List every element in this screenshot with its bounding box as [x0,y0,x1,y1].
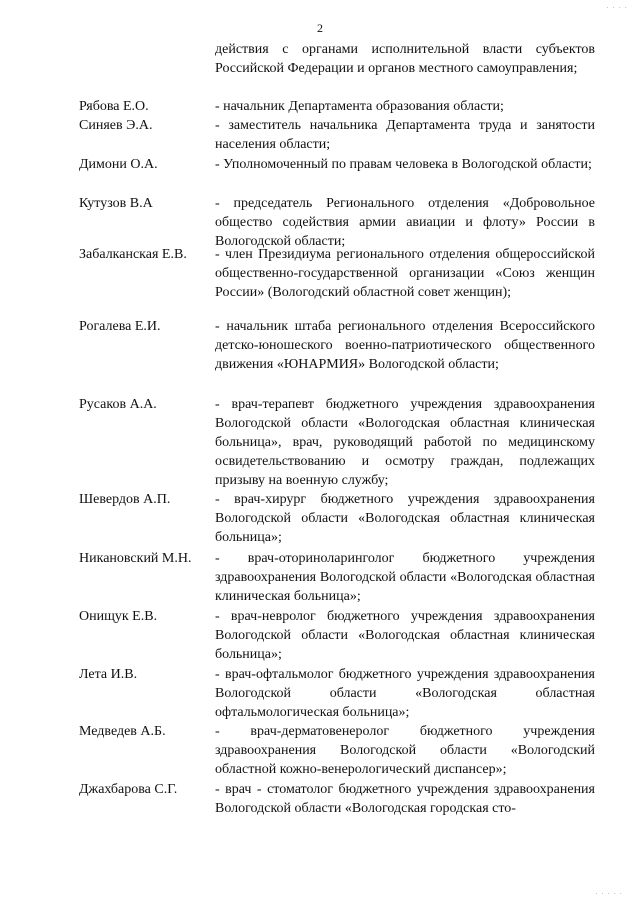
member-role: - начальник штаба регионального отделения Всероссийского детско-юношеского военно-патриотического общественного движения «ЮНАРМИЯ» Вологодской области; [215,319,595,372]
member-role: - член Президиума регионального отделения общероссийской общественно-государственной организации «Союз женщин России» (Вологодский областной совет женщин); [215,247,595,300]
continuation-text: действия с органами исполнительной власти субъектов Российской Федерации и органов местного самоуправления; [215,42,595,76]
member-name: Рябова Е.О. [79,99,149,114]
member-name: Забалканская Е.В. [79,247,187,262]
member-role: - председатель Регионального отделения «Добровольное общество содействия армии авиации и флоту» России в Вологодской области; [215,196,595,249]
member-name: Медведев А.Б. [79,724,166,739]
member-name: Русаков А.А. [79,397,157,412]
scan-mark-bottom: · · · · · [595,890,623,898]
member-name: Димони О.А. [79,157,158,172]
member-role: - врач-хирург бюджетного учреждения здравоохранения Вологодской области «Вологодская областная клиническая больница»; [215,492,595,545]
member-role: - Уполномоченный по правам человека в Вологодской области; [215,157,592,172]
member-name: Синяев Э.А. [79,118,153,133]
member-role: - врач-офтальмолог бюджетного учреждения здравоохранения Вологодской области «Вологодская областная офтальмологическая больница»; [215,667,595,720]
member-role: - врач-терапевт бюджетного учреждения здравоохранения Вологодской области «Вологодская областная клиническая больница», врач, руководящий работой по медицинскому освидетельствованию и осмотру граждан, подлежащих призыву на военную службу; [215,397,595,488]
member-name: Джахбарова С.Г. [79,782,178,797]
member-name: Никановский М.Н. [79,551,192,566]
member-role: - заместитель начальника Департамента труда и занятости населения области; [215,118,595,152]
scan-mark-top: · · · · [606,4,628,12]
member-name: Лета И.В. [79,667,138,682]
member-name: Кутузов В.А [79,196,153,211]
member-role: - врач-дерматовенеролог бюджетного учреждения здравоохранения Вологодской области «Вологодский областной кожно-венерологический диспансер»; [215,724,595,777]
member-role: - врач-оториноларинголог бюджетного учреждения здравоохранения Вологодской области «Вологодская областная клиническая больница»; [215,551,595,604]
page-number: 2 [317,21,323,35]
member-name: Рогалева Е.И. [79,319,161,334]
member-name: Онищук Е.В. [79,609,158,624]
member-role: - врач-невролог бюджетного учреждения здравоохранения Вологодской области «Вологодская областная клиническая больница»; [215,609,595,662]
member-name: Шевердов А.П. [79,492,171,507]
member-role: - врач - стоматолог бюджетного учреждения здравоохранения Вологодской области «Вологодская городская сто- [215,782,595,816]
member-role: - начальник Департамента образования области; [215,99,504,114]
